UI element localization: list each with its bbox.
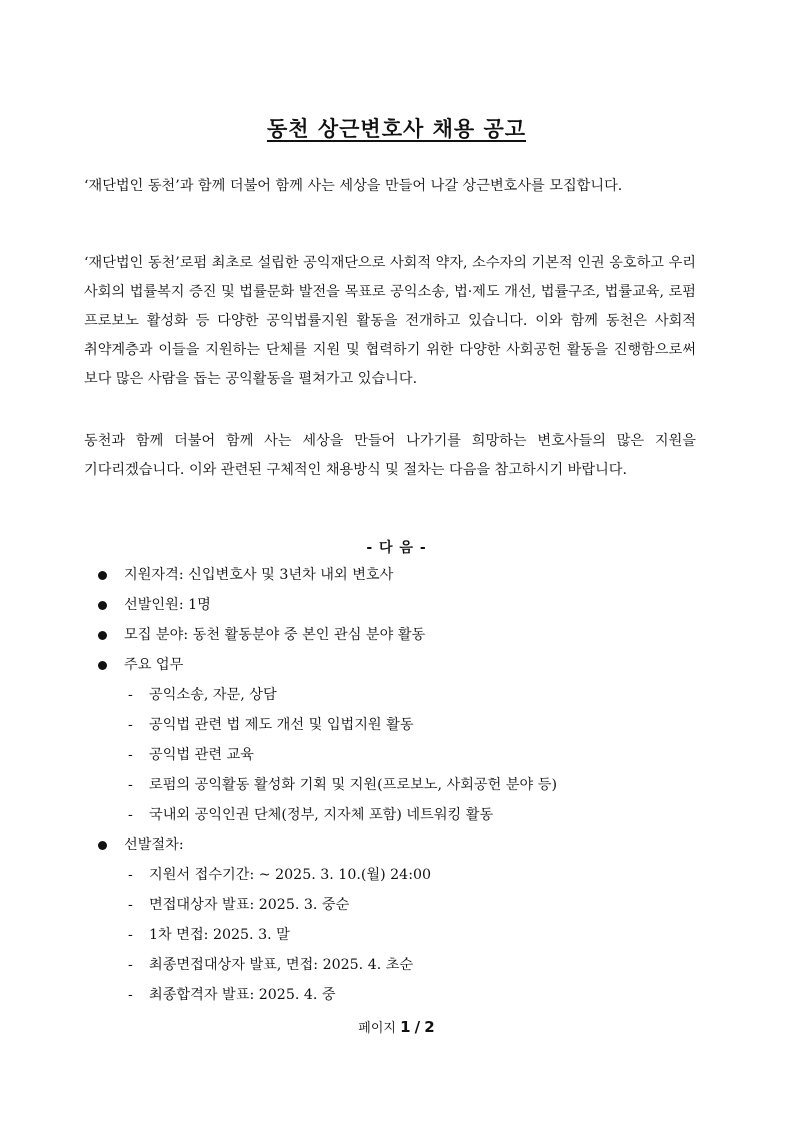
list-item-text: 모집 분야: 동천 활동분야 중 본인 관심 분야 활동 [124,627,426,643]
sub-list-item-text: 공익소송, 자문, 상담 [149,687,277,703]
page-footer [0,1017,793,1036]
foundation-description-paragraph: ‘재단법인 동천’로펌 최초로 설립한 공익재단으로 사회적 약자, 소수자의 기본적 인권 옹호하고 우리 사회의 법률복지 증진 및 법률문화 발전을 목표로 공익소송, 법·제도 개선, 법률구조, 법률교육, 로펌 프로보노 활성화 등 다양한 공익법률지원 활동을 전개하고 있습니다. 이와 함께 동천은 사회적 취약계층과 이들을 지원하는 단체를 지원 및 협력하기 위한 다양한 사회공헌 활동을 진행함으로써 보다 많은 사람을 돕는 공익활동을 펼쳐가고 있습니다. [84,255,696,387]
sub-list-item [0,890,793,920]
sub-list-item [0,770,793,800]
dash-icon: - [128,777,133,793]
current-page-number: 1 [400,1018,411,1036]
bullet-icon [98,571,107,580]
dash-icon: - [128,927,133,943]
sub-list-item [0,950,793,980]
list-item [0,590,793,620]
sub-list-item-text: 최종면접대상자 발표, 면접: 2025. 4. 초순 [149,957,414,973]
sub-list-item-text: 공익법 관련 법 제도 개선 및 입법지원 활동 [149,717,414,733]
list-item-text: 주요 업무 [124,657,184,673]
intro-paragraph: ‘재단법인 동천’과 함께 더불어 함께 사는 세상을 만들어 나갈 상근변호사를 모집합니다. [84,178,623,194]
dash-icon: - [128,747,133,763]
dash-icon: - [128,867,133,883]
recruitment-details-list [0,560,793,1010]
list-item [0,830,793,860]
dash-icon: - [128,897,133,913]
bullet-icon [98,601,107,610]
dash-icon: - [128,957,133,973]
sub-list-item [0,920,793,950]
sub-list-item [0,860,793,890]
sub-list-item-text: 최종합격자 발표: 2025. 4. 중 [149,987,336,1003]
sub-list-item-text: 지원서 접수기간: ~ 2025. 3. 10.(월) 24:00 [149,867,432,883]
list-item-text: 선발인원: 1명 [124,597,211,613]
section-heading: - 다 음 - [366,540,427,556]
list-item-text: 지원자격: 신입변호사 및 3년차 내외 변호사 [124,567,394,583]
sub-list-item-text: 공익법 관련 교육 [149,747,254,763]
sub-list-item-text: 면접대상자 발표: 2025. 3. 중순 [149,897,350,913]
bullet-icon [98,631,107,640]
dash-icon: - [128,717,133,733]
sub-list-item [0,680,793,710]
sub-list-item [0,980,793,1010]
invitation-paragraph: 동천과 함께 더불어 함께 사는 세상을 만들어 나가기를 희망하는 변호사들의 많은 지원을 기다리겠습니다. 이와 관련된 구체적인 채용방식 및 절차는 다음을 참고하시기 바랍니다. [84,433,696,478]
sub-list-item-text: 국내외 공익인권 단체(정부, 지자체 포함) 네트워킹 활동 [149,807,494,823]
dash-icon: - [128,987,133,1003]
bullet-icon [98,841,107,850]
list-item [0,560,793,590]
dash-icon: - [128,807,133,823]
sub-list-item [0,710,793,740]
page-separator: / [414,1018,421,1036]
sub-list-item-text: 1차 면접: 2025. 3. 말 [149,927,290,943]
page-title: 동천 상근변호사 채용 공고 [266,117,527,141]
list-item [0,620,793,650]
sub-list-item [0,800,793,830]
page-label: 페이지 [358,1021,396,1036]
sub-list-item-text: 로펌의 공익활동 활성화 기획 및 지원(프로보노, 사회공헌 분야 등) [149,777,557,793]
dash-icon: - [128,687,133,703]
total-pages-number: 2 [424,1018,435,1036]
list-item [0,650,793,680]
bullet-icon [98,661,107,670]
sub-list-item [0,740,793,770]
list-item-text: 선발절차: [124,837,184,853]
